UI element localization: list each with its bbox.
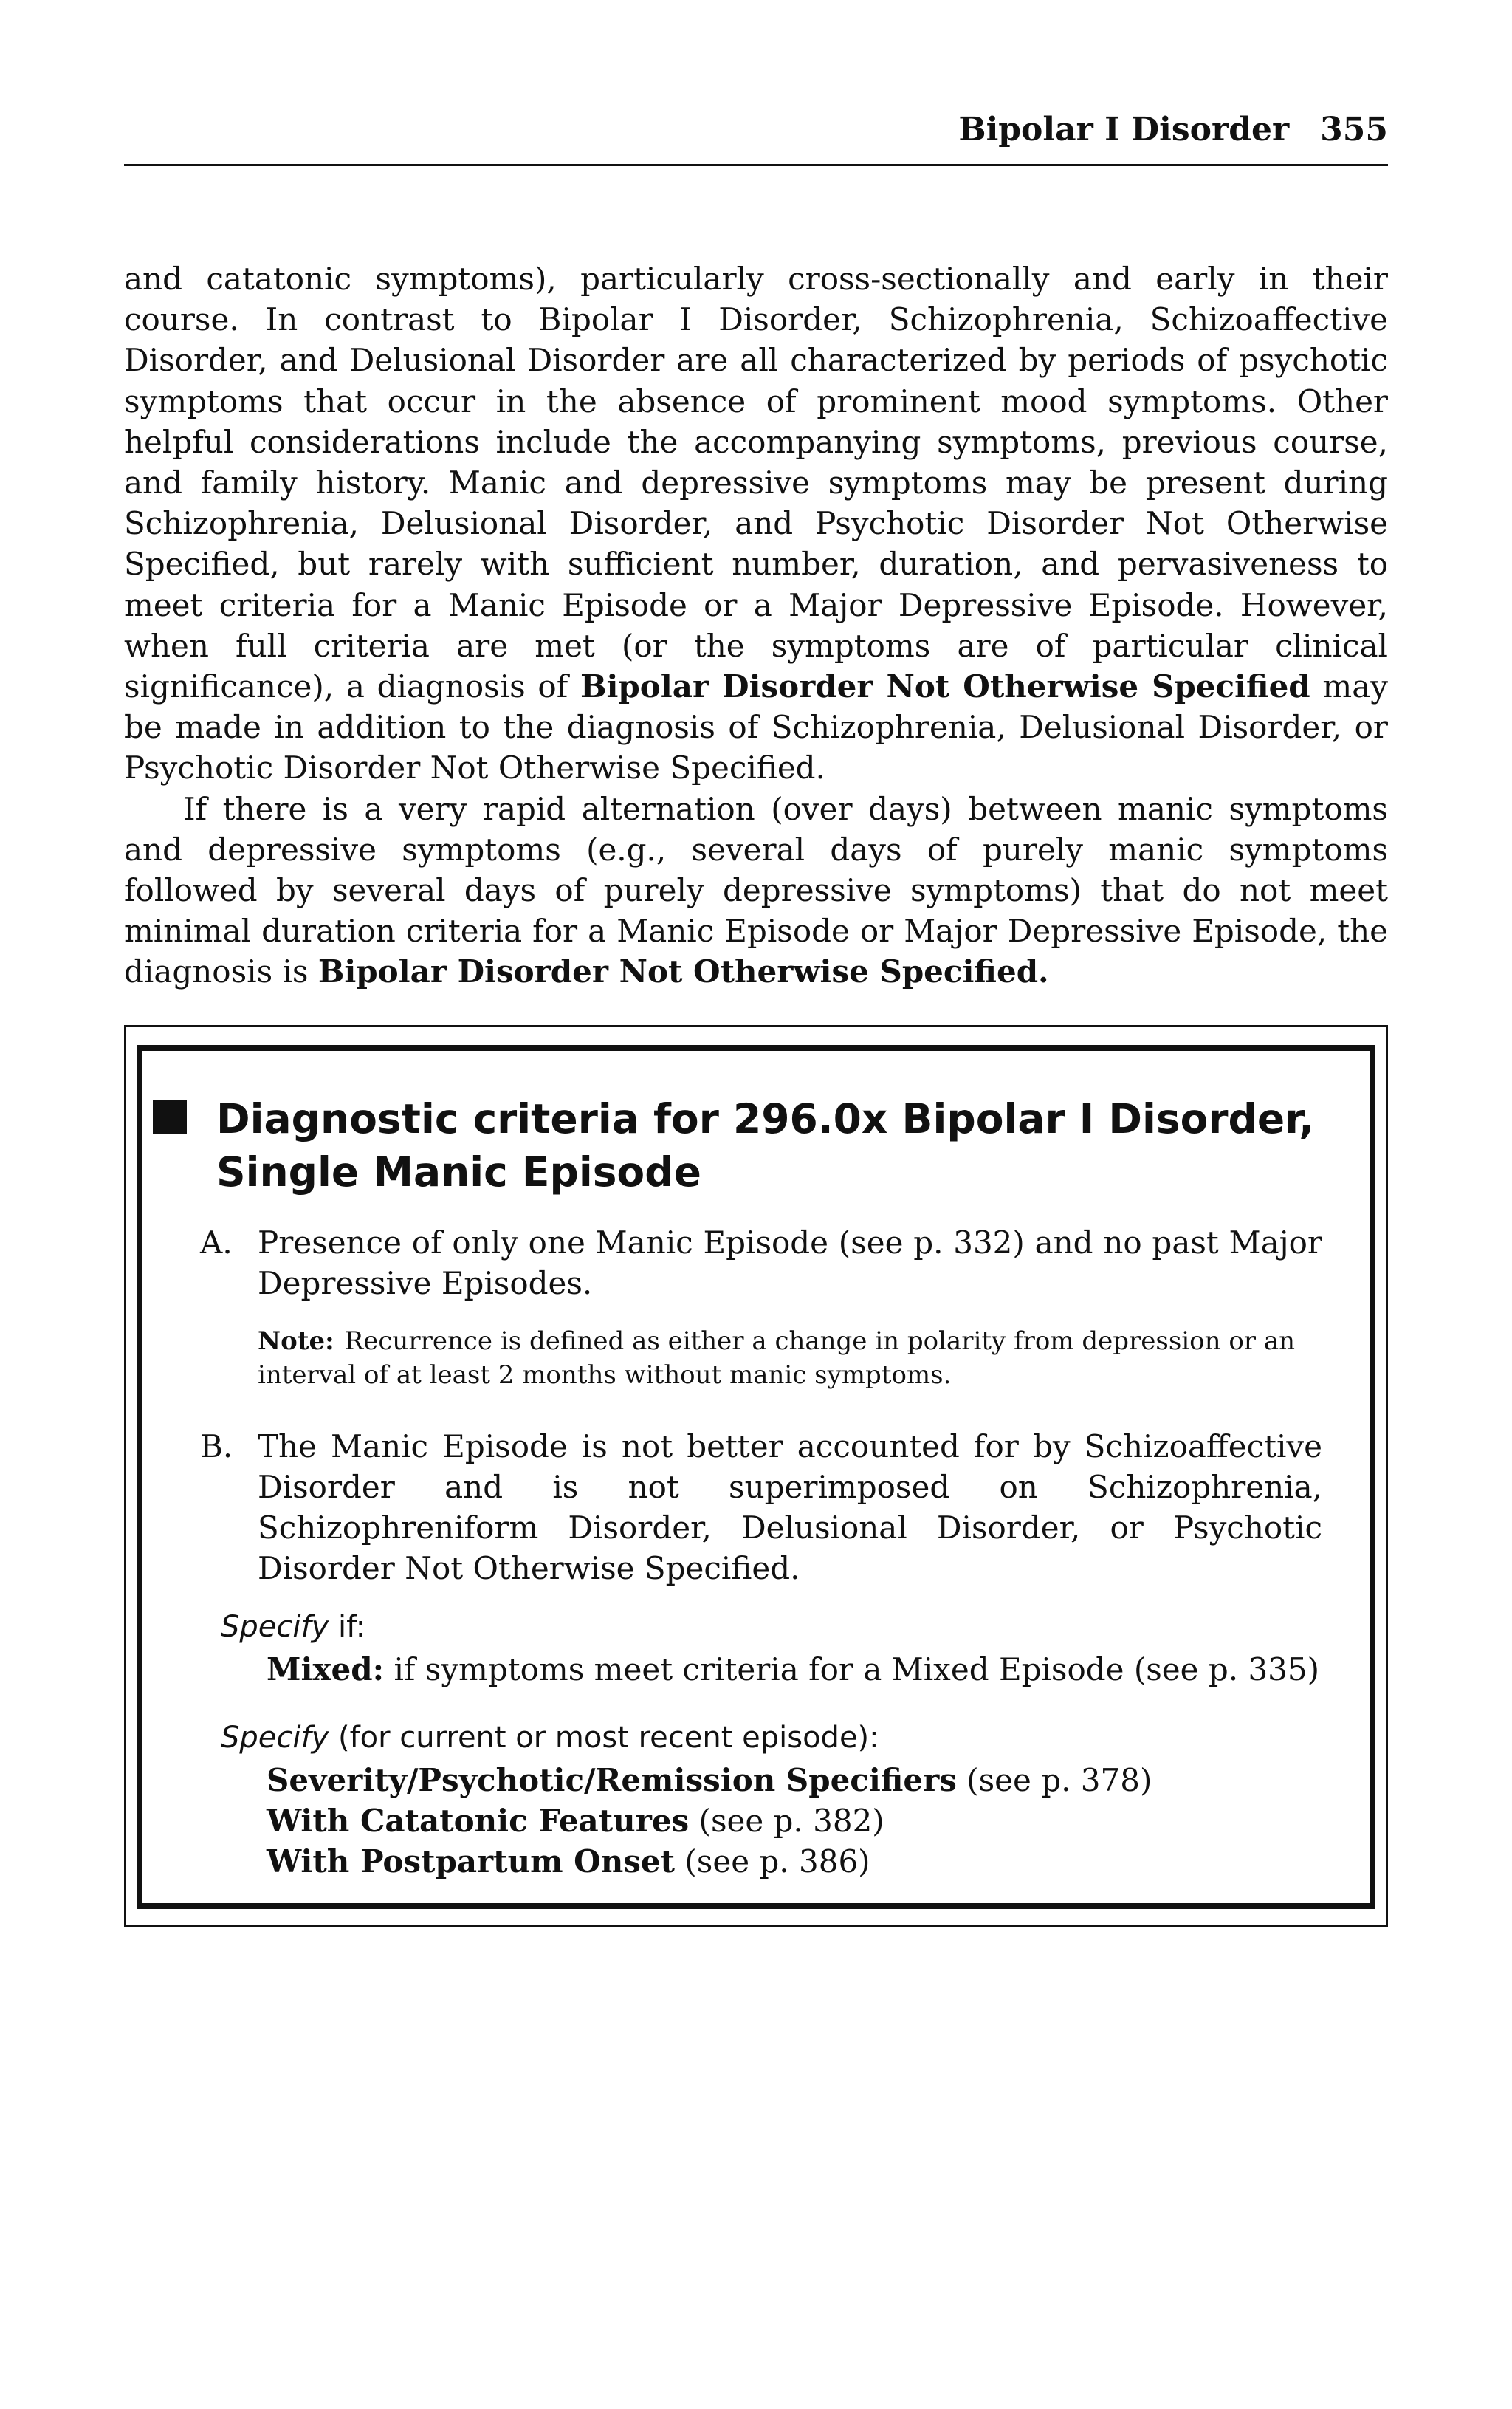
- specifier-item: [267, 1760, 1152, 1800]
- specify-current-text: (for current or most recent episode):: [329, 1721, 879, 1755]
- note-text: Recurrence is defined as either a change in polarity from depression or an interval of at least 2 months without manic symptoms.: [258, 1326, 1296, 1390]
- running-head: [958, 111, 1388, 148]
- specifier-ref: (see p. 378): [956, 1762, 1152, 1798]
- body-text: [124, 258, 1388, 993]
- specifier-label: Severity/Psychotic/Remission Specifiers: [267, 1762, 957, 1798]
- mixed-specifier: [267, 1649, 1319, 1690]
- specify-current-line: [221, 1718, 879, 1757]
- criteria-title: [216, 1092, 1324, 1199]
- specifier-label: With Catatonic Features: [267, 1803, 690, 1839]
- page-number: 355: [1320, 111, 1388, 148]
- criteria-box-inner-frame: [137, 1045, 1375, 1909]
- specify-word-2: Specify: [221, 1721, 329, 1755]
- criterion-a-text: Presence of only one Manic Episode (see p. 332) and no past Major Depressive Episodes.: [258, 1224, 1322, 1301]
- paragraph-2-text-a: If there is a very rapid alternation (over days) between manic symptoms and depressive symptoms (e.g., several days of purely manic symptoms followed by several days of purely depressive symptoms) that do not meet minimal duration criteria for a Manic Episode or Major Depressive Episode, the diagnosis is: [124, 790, 1388, 990]
- header-rule: [124, 164, 1388, 166]
- specifier-ref: (see p. 386): [675, 1843, 870, 1879]
- black-square-icon: [153, 1100, 187, 1134]
- paragraph-1: [124, 258, 1388, 789]
- criterion-a-note: [258, 1324, 1321, 1392]
- criterion-b-label: B.: [200, 1428, 233, 1464]
- note-label: Note:: [258, 1326, 334, 1356]
- criterion-a: [200, 1222, 1322, 1303]
- specify-word: Specify: [221, 1610, 329, 1644]
- specifier-item: [267, 1800, 884, 1841]
- specifier-ref: (see p. 382): [689, 1803, 884, 1839]
- mixed-text: if symptoms meet criteria for a Mixed Episode (see p. 335): [384, 1651, 1320, 1687]
- criterion-b-text: The Manic Episode is not better accounted for by Schizoaffective Disorder and is not superimposed on Schizophrenia, Schizophreniform Disorder, Delusional Disorder, or Psychotic Disorder Not Otherwise Specified.: [258, 1428, 1322, 1586]
- paragraph-2-bold-term: Bipolar Disorder Not Otherwise Specified.: [317, 953, 1049, 990]
- criteria-box: [124, 1025, 1388, 1927]
- criterion-a-label: A.: [200, 1224, 233, 1261]
- running-head-title: Bipolar I Disorder: [958, 111, 1290, 148]
- paragraph-1-text-b: may be made in addition to the diagnosis of Schizophrenia, Delusional Disorder, or Psychotic Disorder Not Otherwise Specified.: [124, 668, 1388, 787]
- paragraph-1-text-a: and catatonic symptoms), particularly cross-sectionally and early in their course. In contrast to Bipolar I Disorder, Schizophrenia, Schizoaffective Disorder, and Delusional Disorder are all characterized by periods of psychotic symptoms that occur in the absence of prominent mood symptoms. Other helpful considerations include the accompanying symptoms, previous course, and family history. Manic and depressive symptoms may be present during Schizophrenia, Delusional Disorder, and Psychotic Disorder Not Otherwise Specified, but rarely with sufficient number, duration, and pervasiveness to meet criteria for a Manic Episode or a Major Depressive Episode. However, when full criteria are met (or the symptoms are of particular clinical significance), a diagnosis of: [124, 261, 1388, 705]
- specifier-item: [267, 1841, 870, 1882]
- criteria-title-line-1: Diagnostic criteria for 296.0x Bipolar I Disorder,: [216, 1095, 1315, 1142]
- mixed-label: Mixed:: [267, 1651, 385, 1687]
- criterion-b: [200, 1426, 1322, 1589]
- paragraph-1-bold-term: Bipolar Disorder Not Otherwise Specified: [580, 668, 1310, 705]
- specifier-label: With Postpartum Onset: [267, 1843, 676, 1879]
- criteria-title-line-2: Single Manic Episode: [216, 1148, 701, 1196]
- specify-if-text: if:: [329, 1610, 366, 1644]
- specify-if-line: [221, 1608, 365, 1646]
- paragraph-2: [124, 789, 1388, 993]
